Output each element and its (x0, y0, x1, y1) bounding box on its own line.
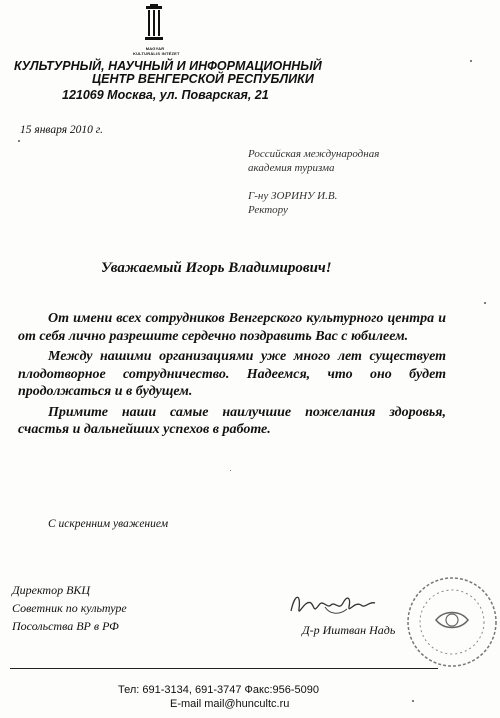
footer-email: E-mail mail@hunc‍ultc.ru (170, 698, 290, 710)
recipient-title: Ректору (248, 204, 288, 216)
body-paragraph: Между нашими организациями уже много лет существует плодотворное сотрудничество. Надеемся, что оно будет продолжаться и в будущем. (18, 349, 446, 399)
body-paragraph: От имени всех сотрудников Венгерского культурного центра и от себя лично разрешите сердечно поздравить Вас с юбилеем. (18, 311, 446, 344)
salutation: Уважаемый Игорь Владимирович! (101, 260, 332, 276)
recipient-org-line1: Российская международная (248, 148, 380, 160)
organization-name-line2: ЦЕНТР ВЕНГЕРСКОЙ РЕСПУБЛИКИ (92, 72, 314, 86)
official-stamp (400, 570, 500, 670)
scan-speck (18, 140, 20, 142)
scan-speck (484, 302, 486, 304)
body-paragraph: Примите наши самые наилучшие пожелания здоровья, счастья и дальнейших успехов в работе. (18, 404, 446, 437)
scan-speck (470, 60, 472, 62)
signatory-position-line2: Советник по культуре (12, 601, 127, 615)
scan-speck (230, 470, 231, 471)
signatory-position-line1: Директор ВКЦ (12, 583, 91, 597)
organization-address: 121069 Москва, ул. Поварская, 21 (62, 88, 269, 102)
signatory-name: Д-р Иштван Надь (302, 623, 396, 637)
signatory-position-line3: Посольства ВР в РФ (12, 619, 119, 633)
institute-logo (141, 4, 167, 44)
handwritten-signature (285, 587, 385, 623)
letter-date: 15 января 2010 г. (20, 124, 103, 136)
recipient-name: Г-ну ЗОРИНУ И.В. (248, 190, 338, 202)
letter-body (18, 310, 446, 442)
organization-name-line1: КУЛЬТУРНЫЙ, НАУЧНЫЙ И ИНФОРМАЦИОННЫЙ (14, 59, 322, 73)
footer-phones: Тел: 691-3134, 691-3747 Факс:956-5090 (118, 684, 319, 696)
recipient-org-line2: академия туризма (248, 162, 335, 174)
scan-speck (412, 700, 414, 702)
footer-divider (10, 668, 438, 669)
closing-phrase: С искренним уважением (48, 518, 169, 530)
logo-caption: MAGYAR KULTURÁLIS INTÉZET (133, 46, 180, 56)
